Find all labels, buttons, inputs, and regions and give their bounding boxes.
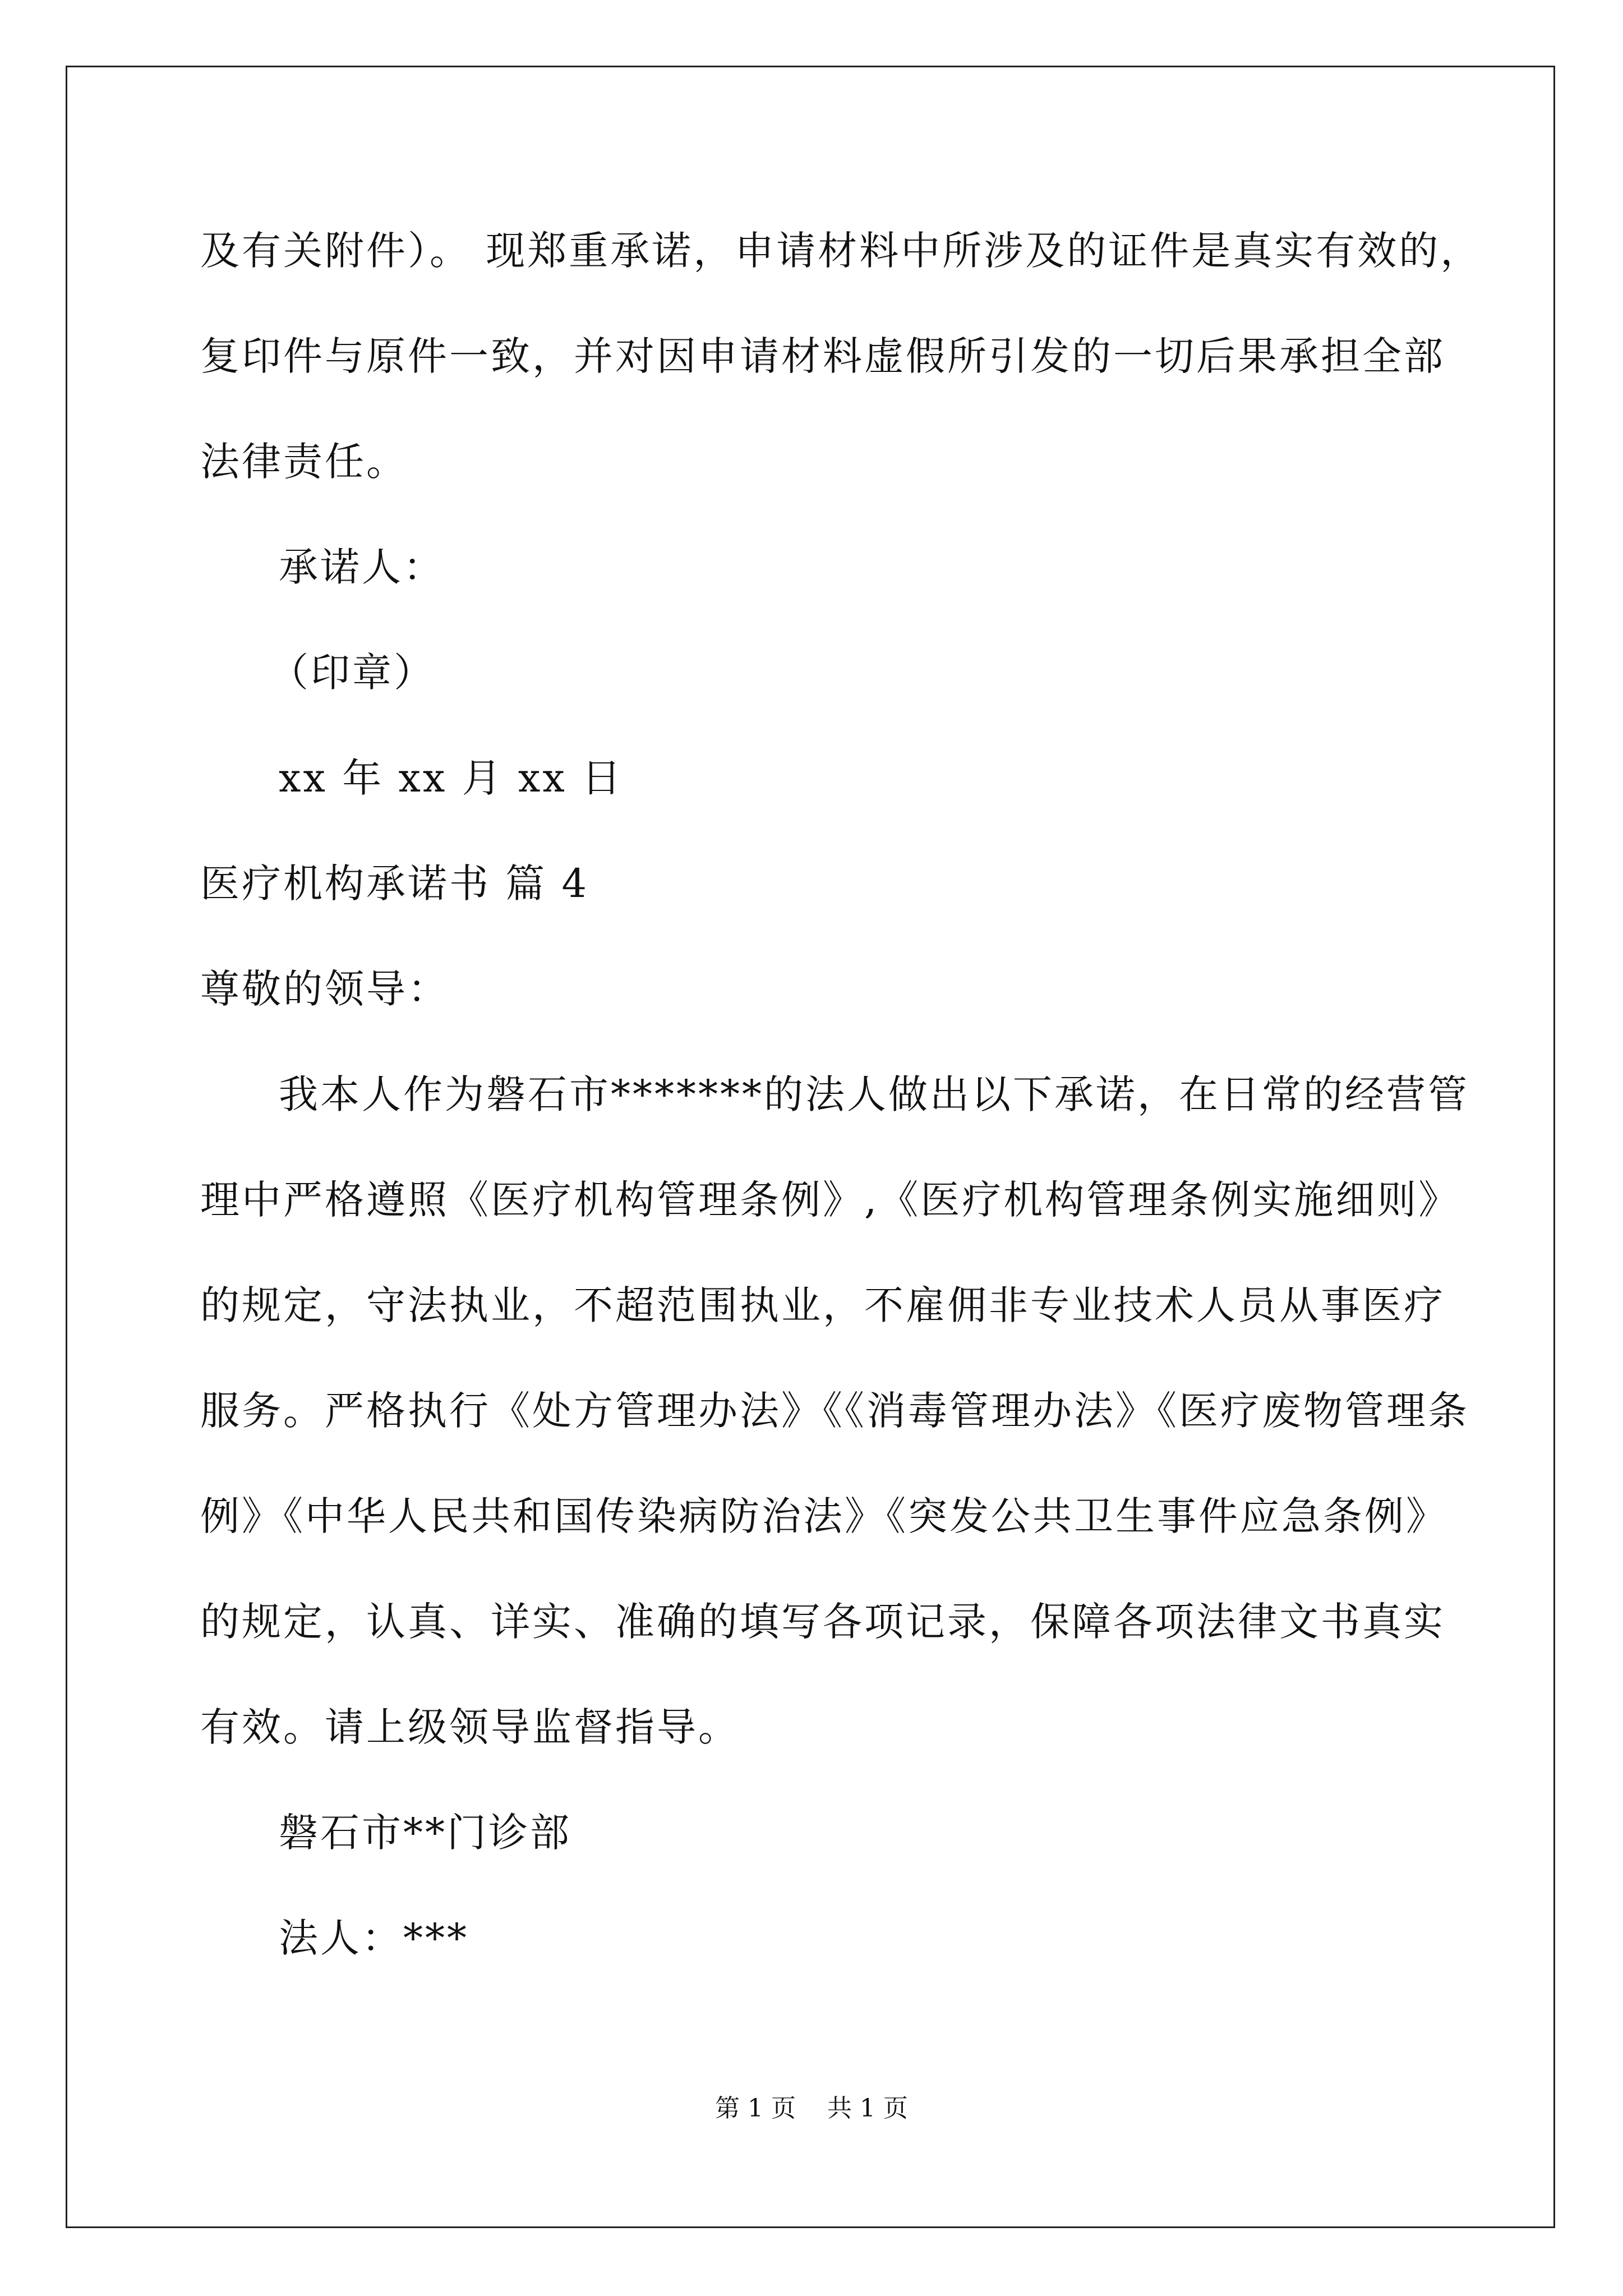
section-heading: 医疗机构承诺书 篇 4 bbox=[200, 861, 589, 907]
body-line-2: 理中严格遵照《医疗机构管理条例》,《医疗机构管理条例实施细则》 bbox=[200, 1177, 1460, 1223]
body-line-4: 服务。严格执行《处方管理办法》《《消毒管理办法》《医疗废物管理条 bbox=[200, 1388, 1469, 1434]
org-signature: 磐石市**门诊部 bbox=[279, 1810, 571, 1856]
paragraph-line-2: 复印件与原件一致，并对因申请材料虚假所引发的一切后果承担全部 bbox=[200, 333, 1445, 379]
paragraph-line-3: 法律责任。 bbox=[200, 439, 408, 485]
body-line-5: 例》《中华人民共和国传染病防治法》《突发公共卫生事件应急条例》 bbox=[200, 1493, 1447, 1539]
seal-label: （印章） bbox=[269, 650, 435, 696]
paragraph-line-1: 及有关附件）。 现郑重承诺，申请材料中所涉及的证件是真实有效的， bbox=[200, 228, 1482, 274]
body-line-7: 有效。请上级领导监督指导。 bbox=[200, 1704, 740, 1750]
body-line-6: 的规定，认真、详实、准确的填写各项记录，保障各项法律文书真实 bbox=[200, 1599, 1445, 1645]
body-line-3: 的规定，守法执业，不超范围执业，不雇佣非专业技术人员从事医疗 bbox=[200, 1282, 1445, 1328]
body-line-1: 我本人作为磐石市*******的法人做出以下承诺，在日常的经营管 bbox=[279, 1071, 1469, 1117]
promisor-label: 承诺人： bbox=[279, 544, 445, 590]
page-indicator: 第 1 页 共 1 页 bbox=[715, 2094, 908, 2123]
salutation: 尊敬的领导： bbox=[200, 966, 449, 1012]
legal-person: 法人：*** bbox=[279, 1915, 469, 1961]
page-border bbox=[66, 66, 1555, 2228]
date-line: xx 年 xx 月 xx 日 bbox=[279, 755, 624, 801]
